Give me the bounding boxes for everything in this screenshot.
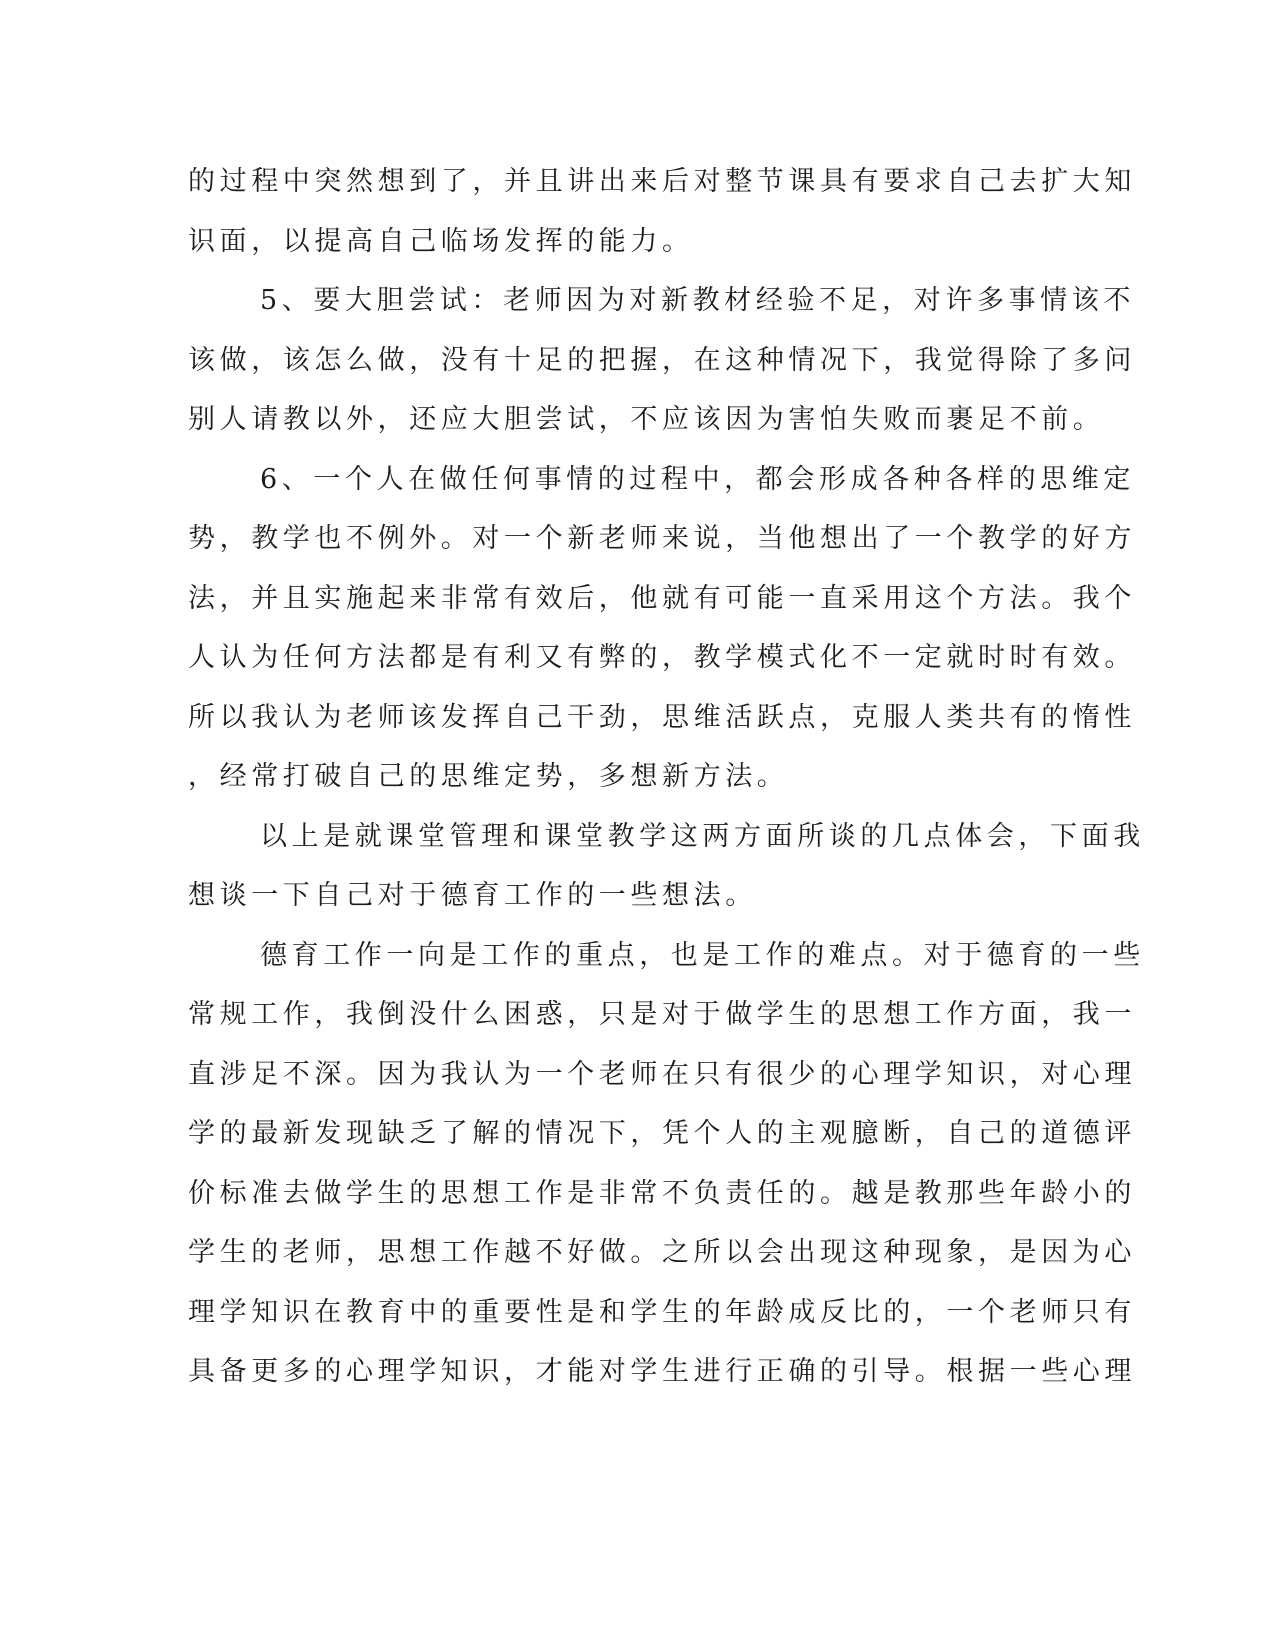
text-line: 势，教学也不例外。对一个新老师来说，当他想出了一个教学的好方 xyxy=(188,523,1136,554)
text-line: ，经常打破自己的思维定势，多想新方法。 xyxy=(188,761,789,792)
text-line: 所以我认为老师该发挥自己干劲，思维活跃点，克服人类共有的惰性 xyxy=(188,701,1136,733)
text-line: 学的最新发现缺乏了解的情况下，凭个人的主观臆断，自己的道德评 xyxy=(188,1118,1136,1149)
text-line: 直涉足不深。因为我认为一个老师在只有很少的心理学知识，对心理 xyxy=(188,1058,1136,1090)
text-line: 常规工作，我倒没什么困惑，只是对于做学生的思想工作方面，我一 xyxy=(188,999,1136,1030)
text-line: 5、要大胆尝试：老师因为对新教材经验不足，对许多事情该不 xyxy=(260,285,1135,316)
text-line: 6、一个人在做任何事情的过程中，都会形成各种各样的思维定 xyxy=(260,463,1135,495)
text-line: 价标准去做学生的思想工作是非常不负责任的。越是教那些年龄小的 xyxy=(188,1177,1136,1209)
text-line: 别人请教以外，还应大胆尝试，不应该因为害怕失败而裹足不前。 xyxy=(188,404,1105,435)
text-line: 识面，以提高自己临场发挥的能力。 xyxy=(188,225,694,257)
text-line: 的过程中突然想到了，并且讲出来后对整节课具有要求自己去扩大知 xyxy=(188,166,1136,197)
text-line: 理学知识在教育中的重要性是和学生的年龄成反比的，一个老师只有 xyxy=(188,1296,1136,1328)
body-text xyxy=(188,152,1145,1402)
text-line: 法，并且实施起来非常有效后，他就有可能一直采用这个方法。我个 xyxy=(188,582,1136,614)
text-line: 具备更多的心理学知识，才能对学生进行正确的引导。根据一些心理 xyxy=(188,1356,1136,1387)
text-line: 以上是就课堂管理和课堂教学这两方面所谈的几点体会，下面我 xyxy=(260,820,1145,852)
text-line: 想谈一下自己对于德育工作的一些想法。 xyxy=(188,880,757,911)
text-line: 人认为任何方法都是有利又有弊的，教学模式化不一定就时时有效。 xyxy=(188,642,1136,673)
text-line: 德育工作一向是工作的重点，也是工作的难点。对于德育的一些 xyxy=(260,939,1145,971)
text-line: 该做，该怎么做，没有十足的把握，在这种情况下，我觉得除了多问 xyxy=(188,344,1136,376)
text-line: 学生的老师，思想工作越不好做。之所以会出现这种现象，是因为心 xyxy=(188,1237,1136,1268)
